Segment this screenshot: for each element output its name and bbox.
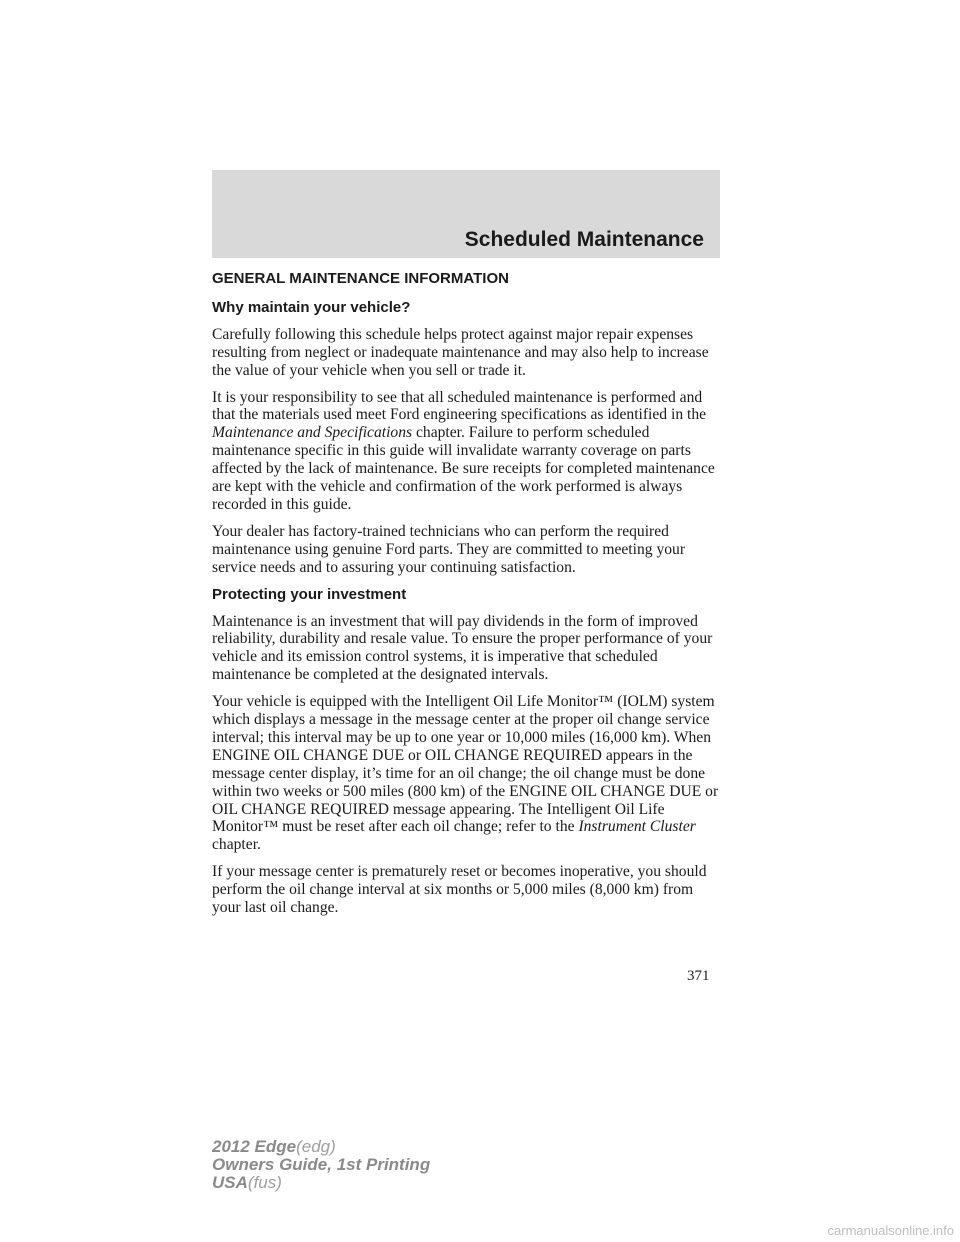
footer-market-code: (fus) [247, 1173, 282, 1192]
paragraph-6: If your message center is prematurely reset or becomes inoperative, you should perform the oil change interval at six months or 5,000 miles (8,000 km) from your last oil change. [212, 863, 707, 917]
footer-market: USA [212, 1173, 248, 1192]
paragraph-5-chapter-ref: Instrument Cluster [578, 818, 696, 836]
footer-line-2 [212, 1156, 430, 1174]
main-heading: GENERAL MAINTENANCE INFORMATION [212, 270, 509, 287]
subheading-protecting: Protecting your investment [212, 585, 407, 603]
paragraph-2-chapter-ref: Maintenance and Specifications [212, 424, 413, 442]
paragraph-4: Maintenance is an investment that will pay dividends in the form of improved reliability, durability and resale value. To ensure the proper performance of your vehicle and its emission control systems, it is imperative that scheduled maintenance be completed at the designated intervals. [212, 612, 713, 684]
paragraph-1: Carefully following this schedule helps protect against major repair expenses resulting from neglect or inadequate maintenance and may also help to increase the value of your vehicle when you sell or trade it. [212, 325, 709, 379]
paragraph-5 [212, 693, 724, 854]
page-content [212, 270, 724, 926]
footer-line-1 [212, 1138, 430, 1156]
watermark-link[interactable]: carmanualsonline.info [827, 1223, 954, 1238]
paragraph-2-text-b: chapter. Failure to perform scheduled maintenance specific in this guide will invalidate warranty coverage on parts affected by the lack of maintenance. Be sure receipts for completed maintenance are kept with the vehicle and confirmation of the work performed is always recorded in this guide. [212, 424, 715, 513]
page-number: 371 [687, 968, 710, 984]
paragraph-5-text-a: Your vehicle is equipped with the Intelligent Oil Life Monitor™ (IOLM) system which displays a message in the message center at the proper oil change service interval; this interval may be up to one year or 10,000 miles (16,000 km). When ENGINE OIL CHANGE DUE or OIL CHANGE REQUIRED appears in the message center display, it’s time for an oil change; the oil change must be done within two weeks or 500 miles (800 km) of the ENGINE OIL CHANGE DUE or OIL CHANGE REQUIRED message appearing. The Intelligent Oil Life Monitor™ must be reset after each oil change; refer to the [212, 693, 719, 836]
print-footer [212, 1138, 430, 1192]
subheading-why-maintain: Why maintain your vehicle? [212, 298, 411, 316]
paragraph-5-text-b: chapter. [212, 836, 261, 854]
footer-line-3 [212, 1174, 430, 1192]
paragraph-2 [212, 389, 724, 514]
footer-model: 2012 Edge [212, 1137, 297, 1156]
section-header-band [212, 170, 720, 258]
section-title: Scheduled Maintenance [464, 228, 704, 251]
paragraph-2-text-a: It is your responsibility to see that all scheduled maintenance is performed and that the materials used meet Ford engineering specifications as identified in the [212, 388, 707, 424]
footer-model-code: (edg) [296, 1137, 336, 1156]
footer-printing: Owners Guide, 1st Printing [212, 1155, 431, 1174]
paragraph-3: Your dealer has factory-trained technicians who can perform the required maintenance using genuine Ford parts. They are committed to meeting your service needs and to assuring your continuing satisfaction. [212, 522, 686, 576]
